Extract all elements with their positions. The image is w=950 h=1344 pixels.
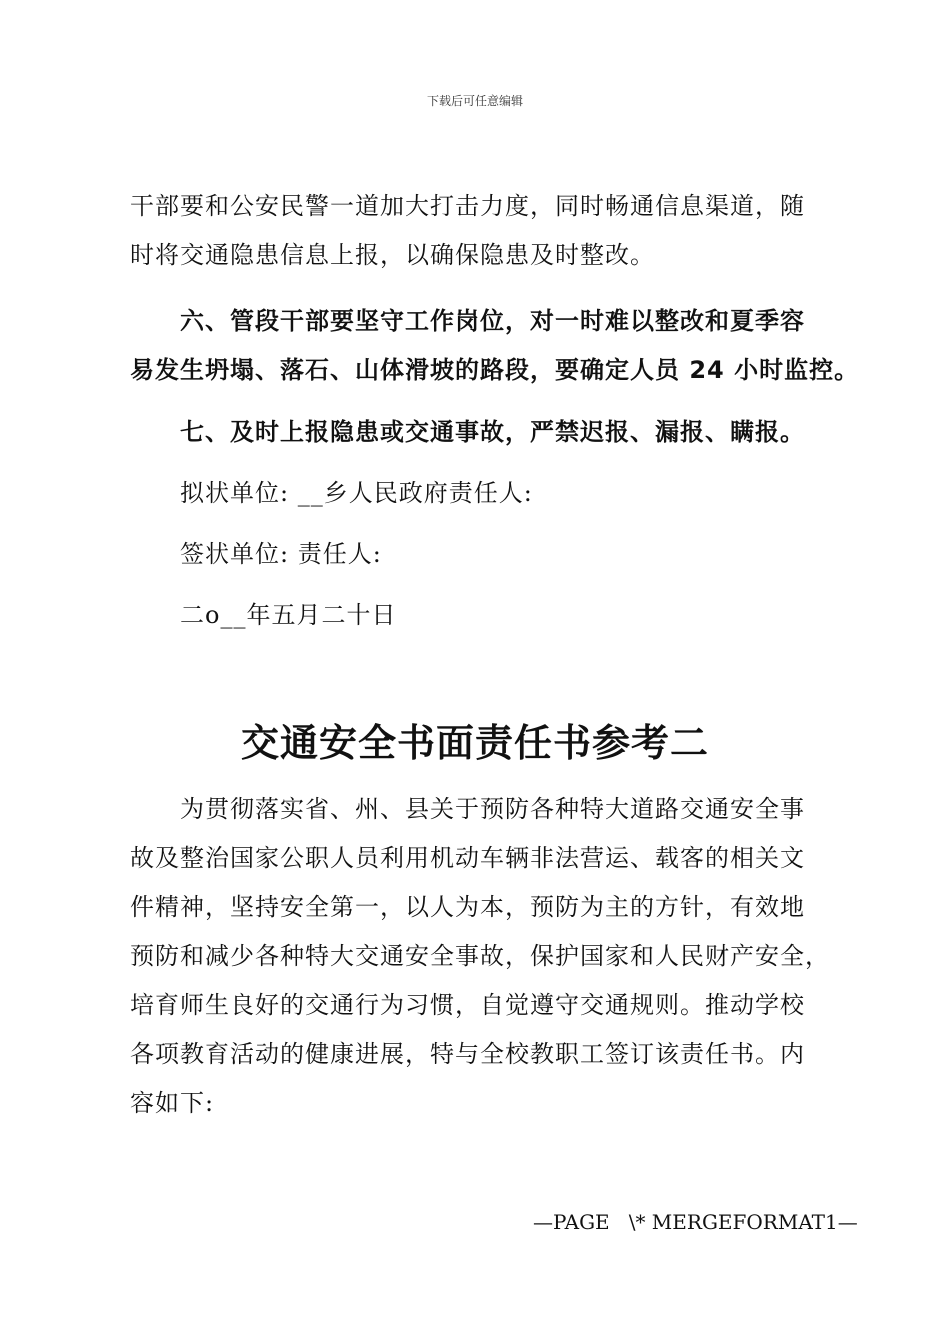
- paragraph-line: 容如下:: [130, 1089, 215, 1117]
- paragraph-line: 培育师生良好的交通行为习惯，自觉遵守交通规则。推动学校: [130, 991, 805, 1019]
- item-6-line: 六、管段干部要坚守工作岗位，对一时难以整改和夏季容: [180, 307, 805, 335]
- paragraph-line: 故及整治国家公职人员利用机动车辆非法营运、载客的相关文: [130, 844, 805, 872]
- item-6-line: 易发生坍塌、落石、山体滑坡的路段，要确定人员 24 小时监控。: [130, 356, 860, 384]
- item-7: 七、及时上报隐患或交通事故，严禁迟报、漏报、瞒报。: [180, 418, 805, 446]
- document-title: 交通安全书面责任书参考二: [240, 720, 709, 765]
- page-footer: —PAGE \* MERGEFORMAT1—: [533, 1210, 858, 1234]
- paragraph-line: 各项教育活动的健康进展，特与全校教职工签订该责任书。内: [130, 1040, 805, 1068]
- date-line: 二o__年五月二十日: [180, 601, 397, 629]
- page-header: 下载后可任意编辑: [426, 94, 523, 108]
- paragraph-line: 件精神，坚持安全第一，以人为本，预防为主的方针，有效地: [130, 893, 805, 921]
- sign-line-signer: 签状单位: 责任人:: [180, 540, 382, 568]
- paragraph-line: 干部要和公安民警一道加大打击力度，同时畅通信息渠道，随: [130, 192, 805, 220]
- paragraph-line: 为贯彻落实省、州、县关于预防各种特大道路交通安全事: [180, 795, 805, 823]
- sign-line-issuer: 拟状单位: __乡人民政府责任人:: [180, 479, 533, 507]
- paragraph-line: 预防和减少各种特大交通安全事故，保护国家和人民财产安全，: [130, 942, 830, 970]
- paragraph-line: 时将交通隐患信息上报，以确保隐患及时整改。: [130, 241, 655, 269]
